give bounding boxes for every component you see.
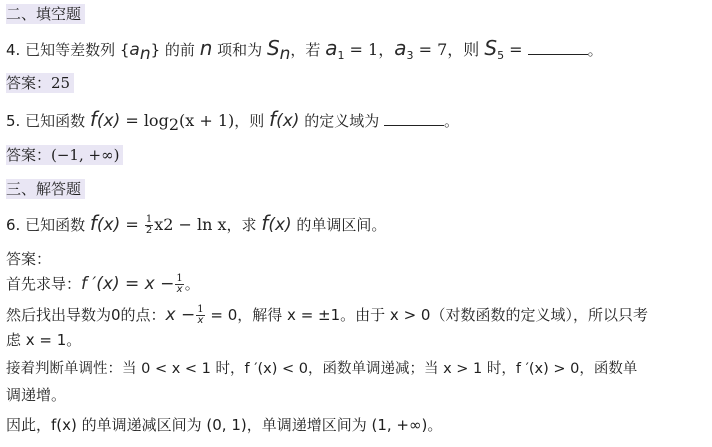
q6-conclusion-text: 因此，f(x) 的单调递减区间为 (0, 1)，单调递增区间为 (1, +∞)。	[6, 416, 443, 434]
q6-step-3	[6, 357, 637, 381]
q6-fx2: (x)	[268, 215, 292, 235]
q4-S5: S	[484, 36, 498, 60]
q4-text: ，若	[290, 41, 326, 59]
q5-answer-label: 答案：	[6, 146, 52, 164]
q6-step2-frac-den: x	[197, 315, 204, 326]
q6-step1-frac-den: x	[176, 284, 183, 295]
q4-text: 项和为	[212, 41, 267, 59]
q4-seq-sub: n	[139, 44, 151, 64]
q6-step1-fraction	[175, 274, 183, 295]
q5-f: f	[89, 107, 97, 131]
question-4	[6, 36, 603, 68]
q6-eq: =	[120, 215, 144, 234]
q4-n: n	[199, 36, 213, 60]
q4-eq5: =	[504, 40, 528, 59]
q5-answer-value: (−1, +∞)	[51, 146, 120, 164]
q4-answer-value: 25	[51, 74, 71, 92]
q5-answer	[6, 143, 123, 167]
q6-rest: x2 − ln x	[154, 215, 227, 234]
q4-end: 。	[587, 41, 603, 59]
q5-text: ，则	[234, 112, 270, 130]
q6-step1-text: 首先求导：	[6, 275, 82, 293]
q5-log-arg: (x + 1)	[179, 111, 235, 130]
q4-a1-sub: 1	[337, 49, 345, 62]
q4-S-sub: n	[279, 44, 291, 64]
section-heading-fill	[6, 2, 85, 26]
q6-frac-den: 2	[145, 225, 153, 236]
q5-fx: (x)	[96, 111, 121, 131]
q6-fx: (x)	[96, 215, 121, 235]
question-5	[6, 107, 459, 137]
q4-S5-sub: 5	[497, 49, 505, 62]
q5-text: 的定义域为	[299, 112, 384, 130]
q4-a1: a	[325, 36, 338, 60]
q5-end: 。	[443, 112, 459, 130]
q4-text: 4. 已知等差数列 {	[6, 41, 130, 59]
q6-step2-x: x −	[165, 305, 196, 325]
q4-answer-blank	[528, 40, 588, 55]
q4-text: } 的前	[150, 41, 200, 59]
question-6	[6, 211, 386, 237]
q6-step1-end: 。	[184, 275, 200, 293]
q5-text: 5. 已知函数	[6, 112, 90, 130]
q4-answer-highlight	[6, 73, 74, 93]
section-heading-solve-text: 三、解答题	[6, 179, 85, 199]
q6-step2-text: 然后找出导数为0的点：	[6, 306, 166, 324]
q6-frac-num: 1	[145, 214, 153, 225]
q5-answer-blank	[384, 111, 444, 126]
q6-fraction	[145, 215, 153, 236]
section-heading-solve	[6, 177, 85, 201]
section-heading-fill-text: 二、填空题	[6, 4, 85, 24]
q5-log: = log	[120, 111, 169, 130]
q6-answer-label: 答案：	[6, 250, 52, 268]
q5-log-base: 2	[168, 115, 179, 134]
q4-a3-sub: 3	[406, 49, 414, 62]
q6-text: ，求	[226, 216, 262, 234]
q4-seq: a	[129, 40, 140, 60]
q5-f2: f	[269, 107, 277, 131]
q6-answer-label-line	[6, 247, 51, 271]
q6-step-2-cont	[6, 328, 81, 352]
q6-step2-fraction	[196, 305, 204, 326]
q6-conclusion	[6, 413, 442, 437]
q6-step2-frac-num: 1	[197, 304, 204, 315]
q6-step-1	[6, 272, 200, 296]
q6-text: 6. 已知函数	[6, 216, 90, 234]
q5-answer-highlight	[6, 145, 123, 165]
q6-step1-frac-num: 1	[176, 273, 183, 284]
q5-fx2: (x)	[276, 111, 300, 131]
q6-step3-line1: 接着判断单调性：当 0 < x < 1 时，f ′(x) < 0，函数单调递减；当 x > 1 时，f ′(x) > 0，函数单	[6, 361, 638, 377]
q6-f2: f	[261, 211, 269, 235]
q4-eq1: = 1，	[344, 40, 395, 59]
q6-f: f	[89, 211, 97, 235]
q6-step-2	[6, 303, 648, 327]
q4-answer	[6, 71, 74, 95]
q6-step3-line2: 调递增。	[6, 386, 67, 404]
q6-text: 的单调区间。	[291, 216, 387, 234]
q4-eq3: = 7，则	[413, 40, 485, 59]
q4-a3: a	[394, 36, 407, 60]
q6-step-3-cont	[6, 383, 66, 407]
q6-step1-derivative: f ′(x) = x −	[81, 274, 175, 294]
q6-step2-rest: = 0，解得 x = ±1。由于 x > 0（对数函数的定义域），所以只考	[205, 306, 648, 324]
q4-S: S	[266, 36, 280, 60]
q4-answer-label: 答案：	[6, 74, 52, 92]
q6-step2-line2: 虑 x = 1。	[6, 331, 82, 349]
